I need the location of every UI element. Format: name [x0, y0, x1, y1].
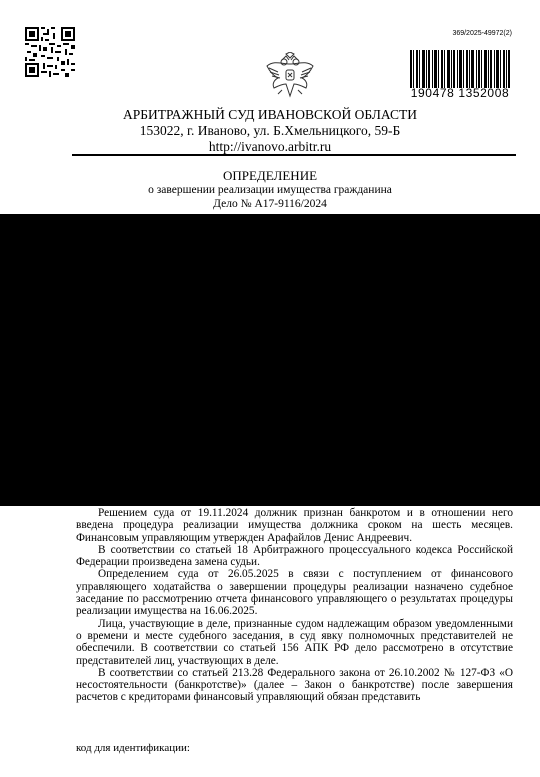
- body-paragraph: Решением суда от 19.11.2024 должник признан банкротом и в отношении него введена процедура реализации имущества должника сроком на шесть месяцев. Финансовым управляющим утвержден Арафайлов Денис Андреевич.: [76, 507, 513, 544]
- qr-code-icon: [25, 27, 75, 77]
- court-address: 153022, г. Иваново, ул. Б.Хмельницкого, 59-Б: [139, 123, 401, 138]
- body-paragraph: В соответствии со статьей 213.28 Федерального закона от 26.10.2002 № 127-ФЗ «О несостоятельности (банкротстве)» (далее – Закон о банкротстве) после завершения расчетов с кредиторами финансовый управляющий обязан представить: [76, 666, 513, 704]
- case-number: Дело № А17-9116/2024: [213, 198, 327, 210]
- document-body: [76, 507, 513, 704]
- body-paragraph: В соответствии со статьей 18 Арбитражного процессуального кодекса Российской Федерации произведена замена судьи.: [76, 543, 513, 569]
- body-paragraph: Лица, участвующие в деле, признанные судом надлежащим образом уведомленными о времени и месте судебного заседания, в суд явку полномочных представителей не обеспечили. В соответствии со статьей 156 АПК РФ дело рассмотрено в отсутствие представителей лиц, участвующих в деле.: [76, 617, 513, 667]
- document-subtitle: о завершении реализации имущества гражданина: [148, 184, 392, 196]
- redacted-block: [0, 214, 540, 506]
- document-id: 369/2025-49972(2): [452, 30, 512, 37]
- court-name: АРБИТРАЖНЫЙ СУД ИВАНОВСКОЙ ОБЛАСТИ: [123, 107, 417, 122]
- court-website: http://ivanovo.arbitr.ru: [208, 139, 332, 154]
- document-type: ОПРЕДЕЛЕНИЕ: [222, 168, 318, 183]
- barcode-number: 190478 1352008: [410, 86, 510, 100]
- header-divider: [72, 154, 516, 156]
- barcode-icon: [410, 50, 510, 88]
- body-paragraph: Определением суда от 26.05.2025 в связи с поступлением от финансового управляющего ходатайства о завершении процедуры реализации назначено судебное заседание по рассмотрению отчета финансового управляющего о результатах процедуры реализации имущества на 16.06.2025.: [76, 568, 513, 618]
- coat-of-arms-icon: [264, 52, 316, 98]
- identification-code-label: код для идентификации:: [76, 742, 190, 754]
